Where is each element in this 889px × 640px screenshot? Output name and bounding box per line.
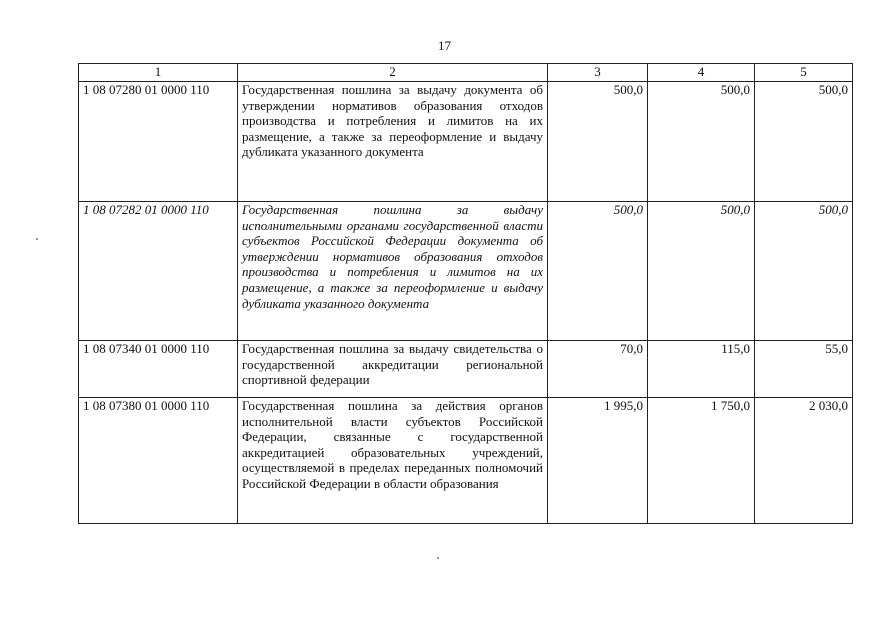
row-description: Государственная пошлина за выдачу свидетельства о государственной аккредитации региональной спортивной федерации (238, 341, 548, 398)
column-header-1: 1 (79, 64, 238, 82)
amount-col5: 55,0 (755, 341, 853, 398)
column-header-5: 5 (755, 64, 853, 82)
row-description: Государственная пошлина за действия органов исполнительной власти субъектов Российской Федерации, связанные с государственной аккредитацией образовательных учреждений, осуществляемой в пределах переданных полномочий Российской Федерации в области образования (238, 398, 548, 524)
table-row (79, 341, 853, 398)
page-number: 17 (438, 38, 451, 53)
amount-col3: 500,0 (548, 202, 648, 341)
amount-col5: 500,0 (755, 202, 853, 341)
amount-col4: 500,0 (648, 202, 755, 341)
budget-code: 1 08 07380 01 0000 110 (79, 398, 238, 524)
amount-col3: 500,0 (548, 82, 648, 202)
table-row (79, 202, 853, 341)
amount-col4: 500,0 (648, 82, 755, 202)
budget-revenue-table (78, 63, 853, 524)
amount-col5: 2 030,0 (755, 398, 853, 524)
amount-col3: 70,0 (548, 341, 648, 398)
column-header-3: 3 (548, 64, 648, 82)
row-description: Государственная пошлина за выдачу документа об утверждении нормативов образования отходов производства и потребления и лимитов на их размещение, а также за переоформление и выдачу дубликата указанного документа (238, 82, 548, 202)
row-description: Государственная пошлина за выдачу исполнительными органами государственной власти субъектов Российской Федерации документа об утверждении нормативов образования отходов производства и потребления и лимитов на их размещение, а также за переоформление и выдачу дубликата указанного документа (238, 202, 548, 341)
amount-col4: 1 750,0 (648, 398, 755, 524)
amount-col5: 500,0 (755, 82, 853, 202)
scan-speck (36, 238, 38, 240)
amount-col4: 115,0 (648, 341, 755, 398)
budget-code: 1 08 07280 01 0000 110 (79, 82, 238, 202)
budget-code: 1 08 07340 01 0000 110 (79, 341, 238, 398)
table-row (79, 82, 853, 202)
column-header-2: 2 (238, 64, 548, 82)
column-header-4: 4 (648, 64, 755, 82)
table-header-row (79, 64, 853, 82)
amount-col3: 1 995,0 (548, 398, 648, 524)
table-row (79, 398, 853, 524)
scan-speck (437, 557, 439, 559)
budget-code: 1 08 07282 01 0000 110 (79, 202, 238, 341)
